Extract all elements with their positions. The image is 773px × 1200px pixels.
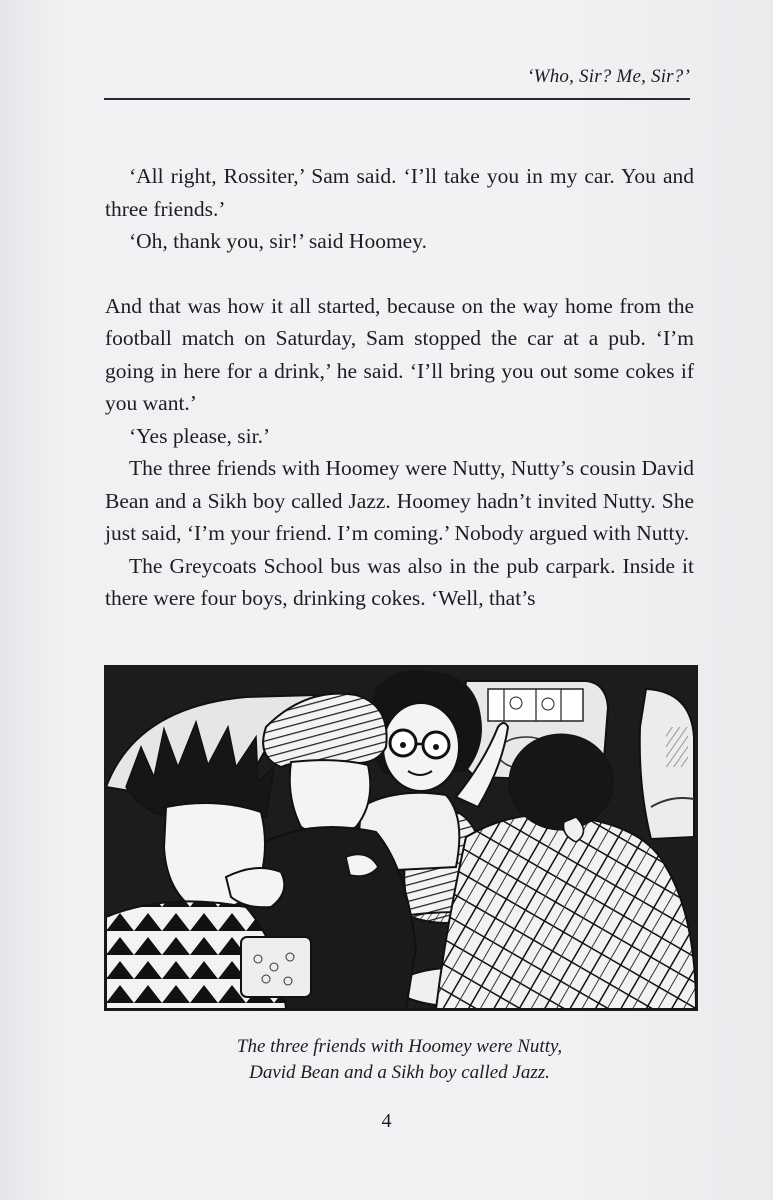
paragraph: ‘Yes please, sir.’ xyxy=(129,423,271,448)
paragraph: The three friends with Hoomey were Nutty, Nutty’s cousin David Bean and a Sikh boy called Jazz. Hoomey hadn’t invited Nutty. She just said, ‘I’m your friend. I’m coming.’ Nobody argued with Nutty. xyxy=(105,456,694,545)
running-head: ‘Who, Sir? Me, Sir?’ xyxy=(527,66,690,87)
illustration-caption xyxy=(105,1034,694,1086)
paragraph: And that was how it all started, because on the way home from the football match on Saturday, Sam stopped the car at a pub. ‘I’m going in here for a drink,’ he said. ‘I’ll bring you out some cokes if you want.’ xyxy=(105,293,694,415)
caption-line: The three friends with Hoomey were Nutty, xyxy=(236,1036,563,1057)
illustration-car-scene xyxy=(104,665,698,1011)
body-text xyxy=(105,160,694,615)
page-number: 4 xyxy=(381,1110,392,1132)
boy-dark-hair xyxy=(509,734,613,830)
paragraph: The Greycoats School bus was also in the pub carpark. Inside it there were four boys, drinking cokes. ‘Well, that’s xyxy=(105,553,694,610)
crisp-packet xyxy=(241,937,311,997)
header-rule xyxy=(104,98,690,100)
paragraph: ‘All right, Rossiter,’ Sam said. ‘I’ll take you in my car. You and three friends.’ xyxy=(105,164,694,221)
paragraph: ‘Oh, thank you, sir!’ said Hoomey. xyxy=(129,229,427,253)
turbaned-boy-face xyxy=(290,760,371,834)
caption-line: David Bean and a Sikh boy called Jazz. xyxy=(249,1062,550,1083)
